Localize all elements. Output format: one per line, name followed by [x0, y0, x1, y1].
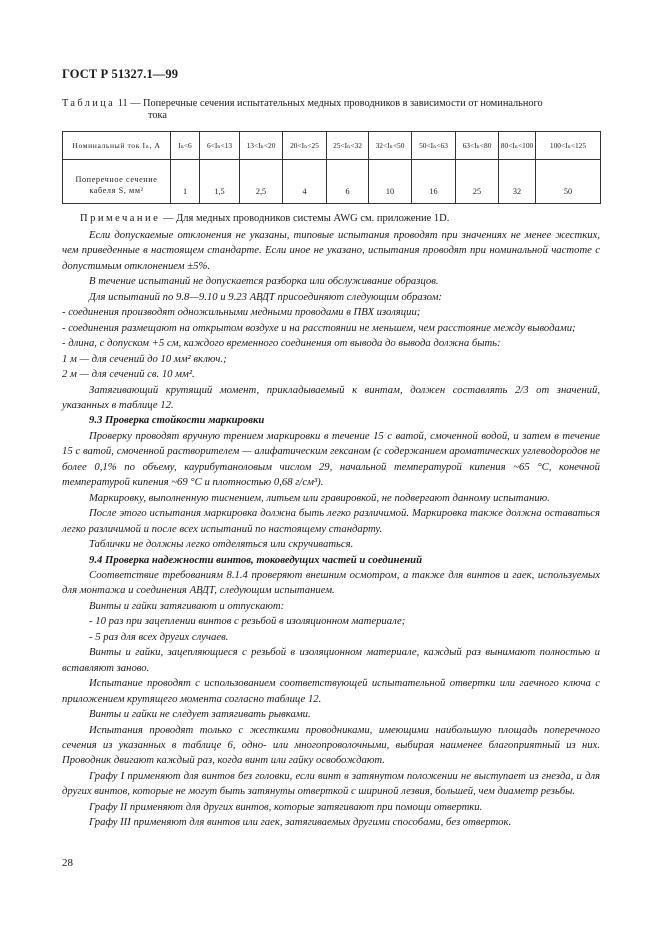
section-value-cell: 10 — [369, 160, 412, 204]
paragraph: Маркировку, выполненную тиснением, литьем или гравировкой, не подвергают данному испытанию. — [89, 491, 550, 504]
paragraph: - 10 раз при зацеплении винтов с резьбой в изоляционном материале; — [89, 615, 406, 628]
paragraph: 1 м — для сечений до 10 мм² включ.; — [62, 352, 227, 365]
table-caption-continuation: тока — [148, 110, 167, 121]
table-note — [80, 213, 449, 224]
body-text — [62, 228, 600, 831]
paragraph: После этого испытания маркировка должна быть легко различимой. Маркировка также должна оставаться легко различимой и после всех испытаний по настоящему стандарту. — [62, 507, 600, 535]
section-value-cell: 16 — [412, 160, 456, 204]
paragraph: Винты и гайки затягивают и отпускают: — [89, 599, 285, 612]
table-caption-label: Таблица — [62, 98, 116, 109]
section-value-cell: 1,5 — [200, 160, 240, 204]
section-value-cell: 32 — [499, 160, 536, 204]
current-range-cell: 20<Iₙ<25 — [283, 132, 327, 160]
paragraph: Таблички не должны легко отделяться или скручиваться. — [89, 538, 354, 551]
section-value-cell: 50 — [536, 160, 601, 204]
paragraph: Проверку проводят вручную трением маркировки в течение 15 с ватой, смоченной водой, и затем в течение 15 с ватой, смоченной растворителем — алифатическим гексаном (с содержанием ароматических углеводородов не более 0,1% по объему, каурибутаноловым числом 29, начальной температурой кипения ~65 °С, конечной температурой кипения ~69 °С и плотностью 0,68 г/см³). — [62, 429, 600, 489]
paragraph: 2 м — для сечений св. 10 мм². — [62, 368, 195, 381]
paragraph: - соединения производят одножильными медными проводами в ПВХ изоляции; — [62, 306, 421, 319]
paragraph: Испытания проводят только с жесткими проводниками, имеющими наибольшую площадь поперечного сечения из указанных в таблице 6, одно- или многопроволочными, выбирая наименее благоприятный из них. Проводник двигают каждый раз, когда винт или гайку освобождают. — [62, 723, 600, 767]
paragraph: Графу II применяют для других винтов, которые затягивают при помощи отвертки. — [89, 800, 483, 813]
current-range-cell: 63<Iₙ<80 — [456, 132, 499, 160]
paragraph: Графу I применяют для винтов без головки, если винт в затянутом положении не выступает из гнезда, и для других винтов, которые не могут быть затянуты отверткой с шириной лезвия, большей, чем диаметр резьбы. — [62, 769, 600, 798]
section-value-cell: 2,5 — [240, 160, 283, 204]
paragraph: Винты и гайки не следует затягивать рывками. — [89, 708, 311, 721]
page-number: 28 — [62, 857, 73, 869]
paragraph: - 5 раз для всех других случаев. — [89, 630, 229, 643]
table-caption — [62, 98, 602, 122]
current-range-cell: 6<Iₙ<13 — [200, 132, 240, 160]
paragraph: Винты и гайки, зацепляющиеся с резьбой в изоляционном материале, каждый раз вынимают полностью и вставляют заново. — [62, 646, 600, 674]
paragraph: В течение испытаний не допускается разборка или обслуживание образцов. — [89, 275, 439, 288]
table-row-current — [63, 132, 601, 160]
section-heading: 9.4 Проверка надежности винтов, токоведущих частей и соединений — [89, 553, 423, 566]
note-text: — Для медных проводников системы AWG см. приложение 1D. — [160, 213, 450, 224]
paragraph: Графу III применяют для винтов или гаек, затягиваемых другими способами, без отверток. — [89, 816, 512, 829]
current-range-cell: 100<Iₙ<125 — [536, 132, 601, 160]
current-range-cell: 50<Iₙ<63 — [412, 132, 456, 160]
current-range-cell: 80<Iₙ<100 — [499, 132, 536, 160]
section-value-cell: 4 — [283, 160, 327, 204]
note-label: Примечание — [80, 213, 161, 224]
section-value-cell: 6 — [327, 160, 369, 204]
paragraph: Соответствие требованиям 8.1.4 проверяют внешним осмотром, а также для винтов и гаек, используемых для монтажа и соединения АВДТ, следующим испытанием. — [62, 568, 600, 597]
row-header-current: Номинальный ток Iₙ, А — [63, 132, 171, 160]
table-caption-text: 11 — Поперечные сечения испытательных медных проводников в зависимости от номинального — [115, 98, 543, 109]
paragraph: - длина, с допуском +5 см, каждого временного соединения от вывода до вывода должна быть: — [62, 337, 501, 350]
section-value-cell: 1 — [171, 160, 200, 204]
paragraph: - соединения размещают на открытом воздухе и на расстоянии не меньшем, чем расстояние между выводами; — [62, 321, 576, 334]
current-range-cell: 25<Iₙ<32 — [327, 132, 369, 160]
paragraph: Испытание проводят с использованием соответствующей испытательной отвертки или гаечного ключа с приложением крутящего момента согласно таблице 12. — [62, 677, 600, 705]
table-row-section — [63, 160, 601, 204]
row-header-section: Поперечное сечение кабеля S, мм² — [63, 160, 171, 204]
section-heading: 9.3 Проверка стойкости маркировки — [89, 414, 265, 427]
current-range-cell: Iₙ<6 — [171, 132, 200, 160]
paragraph: Затягивающий крутящий момент, прикладываемый к винтам, должен составлять 2/3 от значений, указанных в таблице 12. — [62, 383, 600, 411]
section-value-cell: 25 — [456, 160, 499, 204]
current-range-cell: 13<Iₙ<20 — [240, 132, 283, 160]
cross-section-table — [62, 131, 601, 204]
current-range-cell: 32<Iₙ<50 — [369, 132, 412, 160]
paragraph: Для испытаний по 9.8—9.10 и 9.23 АВДТ присоединяют следующим образом: — [89, 290, 442, 303]
paragraph: Если допускаемые отклонения не указаны, типовые испытания проводят при значениях не менее жестких, чем приведенные в настоящем стандарте. Если иное не указано, испытания проводят при номинальной частоте с допустимым отклонением ±5%. — [62, 229, 600, 272]
standard-header: ГОСТ Р 51327.1—99 — [62, 67, 179, 81]
